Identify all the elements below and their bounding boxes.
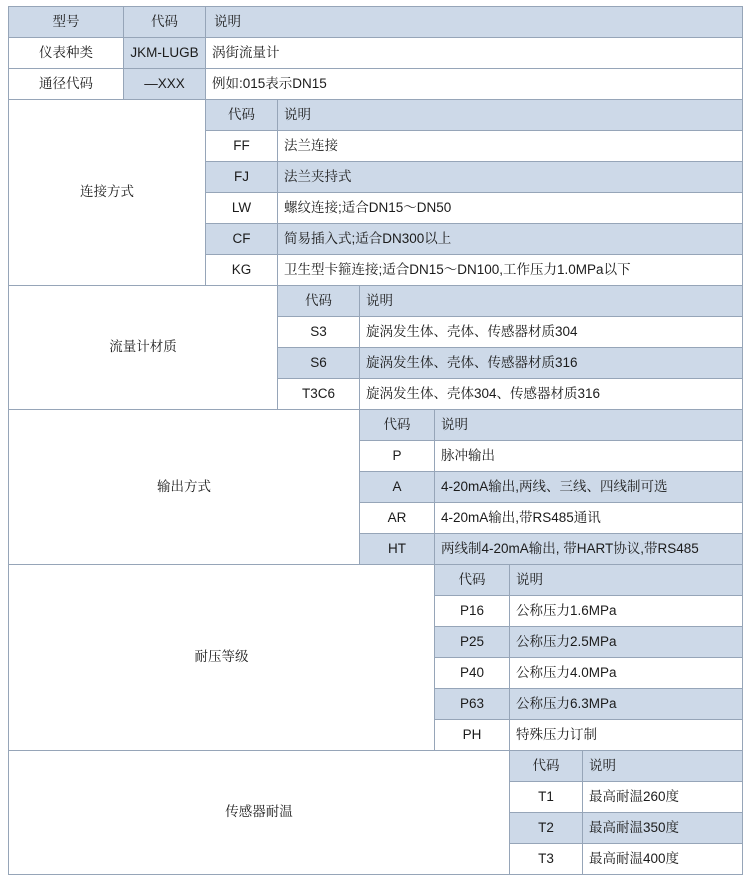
section-subheader-row (9, 751, 743, 782)
subheader-code-connection: 代码 (206, 100, 278, 131)
row-label-bore-code: 通径代码 (9, 69, 124, 100)
desc-ht: 两线制4-20mA输出, 带HART协议,带RS485 (435, 534, 743, 565)
section-label-material: 流量计材质 (9, 286, 278, 410)
row-desc-bore-code: 例如:015表示DN15 (206, 69, 743, 100)
desc-p16: 公称压力1.6MPa (510, 596, 743, 627)
desc-t2: 最高耐温350度 (583, 813, 743, 844)
model-selection-table (8, 6, 743, 875)
code-ht: HT (360, 534, 435, 565)
subheader-code-temperature: 代码 (510, 751, 583, 782)
subheader-desc-output: 说明 (435, 410, 743, 441)
subheader-code-material: 代码 (278, 286, 360, 317)
code-p25: P25 (435, 627, 510, 658)
subheader-desc-connection: 说明 (278, 100, 743, 131)
desc-t3c6: 旋涡发生体、壳体304、传感器材质316 (360, 379, 743, 410)
code-cf: CF (206, 224, 278, 255)
code-s3: S3 (278, 317, 360, 348)
code-kg: KG (206, 255, 278, 286)
desc-t3: 最高耐温400度 (583, 844, 743, 875)
code-t3: T3 (510, 844, 583, 875)
header-desc: 说明 (206, 7, 743, 38)
code-a: A (360, 472, 435, 503)
code-p: P (360, 441, 435, 472)
desc-p25: 公称压力2.5MPa (510, 627, 743, 658)
subheader-desc-temperature: 说明 (583, 751, 743, 782)
row-desc-instrument-type: 涡街流量计 (206, 38, 743, 69)
code-ff: FF (206, 131, 278, 162)
code-t3c6: T3C6 (278, 379, 360, 410)
subheader-code-pressure: 代码 (435, 565, 510, 596)
desc-p63: 公称压力6.3MPa (510, 689, 743, 720)
section-label-temperature: 传感器耐温 (9, 751, 510, 875)
desc-t1: 最高耐温260度 (583, 782, 743, 813)
table-row (9, 38, 743, 69)
section-label-output: 输出方式 (9, 410, 360, 565)
code-p63: P63 (435, 689, 510, 720)
subheader-code-output: 代码 (360, 410, 435, 441)
code-p40: P40 (435, 658, 510, 689)
code-ar: AR (360, 503, 435, 534)
subheader-desc-material: 说明 (360, 286, 743, 317)
desc-ff: 法兰连接 (278, 131, 743, 162)
code-t2: T2 (510, 813, 583, 844)
section-label-connection: 连接方式 (9, 100, 206, 286)
desc-a: 4-20mA输出,两线、三线、四线制可选 (435, 472, 743, 503)
desc-lw: 螺纹连接;适合DN15～DN50 (278, 193, 743, 224)
header-model: 型号 (9, 7, 124, 38)
desc-p: 脉冲输出 (435, 441, 743, 472)
code-p16: P16 (435, 596, 510, 627)
code-fj: FJ (206, 162, 278, 193)
desc-ar: 4-20mA输出,带RS485通讯 (435, 503, 743, 534)
header-code: 代码 (124, 7, 206, 38)
row-code-instrument-type: JKM-LUGB (124, 38, 206, 69)
section-subheader-row (9, 410, 743, 441)
code-s6: S6 (278, 348, 360, 379)
row-code-bore-code: —XXX (124, 69, 206, 100)
desc-kg: 卫生型卡箍连接;适合DN15～DN100,工作压力1.0MPa以下 (278, 255, 743, 286)
desc-s6: 旋涡发生体、壳体、传感器材质316 (360, 348, 743, 379)
desc-ph: 特殊压力订制 (510, 720, 743, 751)
desc-cf: 简易插入式;适合DN300以上 (278, 224, 743, 255)
section-label-pressure: 耐压等级 (9, 565, 435, 751)
section-subheader-row (9, 100, 743, 131)
desc-s3: 旋涡发生体、壳体、传感器材质304 (360, 317, 743, 348)
code-lw: LW (206, 193, 278, 224)
table-row (9, 69, 743, 100)
code-t1: T1 (510, 782, 583, 813)
desc-fj: 法兰夹持式 (278, 162, 743, 193)
table-header-row (9, 7, 743, 38)
section-subheader-row (9, 286, 743, 317)
section-subheader-row (9, 565, 743, 596)
row-label-instrument-type: 仪表种类 (9, 38, 124, 69)
subheader-desc-pressure: 说明 (510, 565, 743, 596)
desc-p40: 公称压力4.0MPa (510, 658, 743, 689)
code-ph: PH (435, 720, 510, 751)
